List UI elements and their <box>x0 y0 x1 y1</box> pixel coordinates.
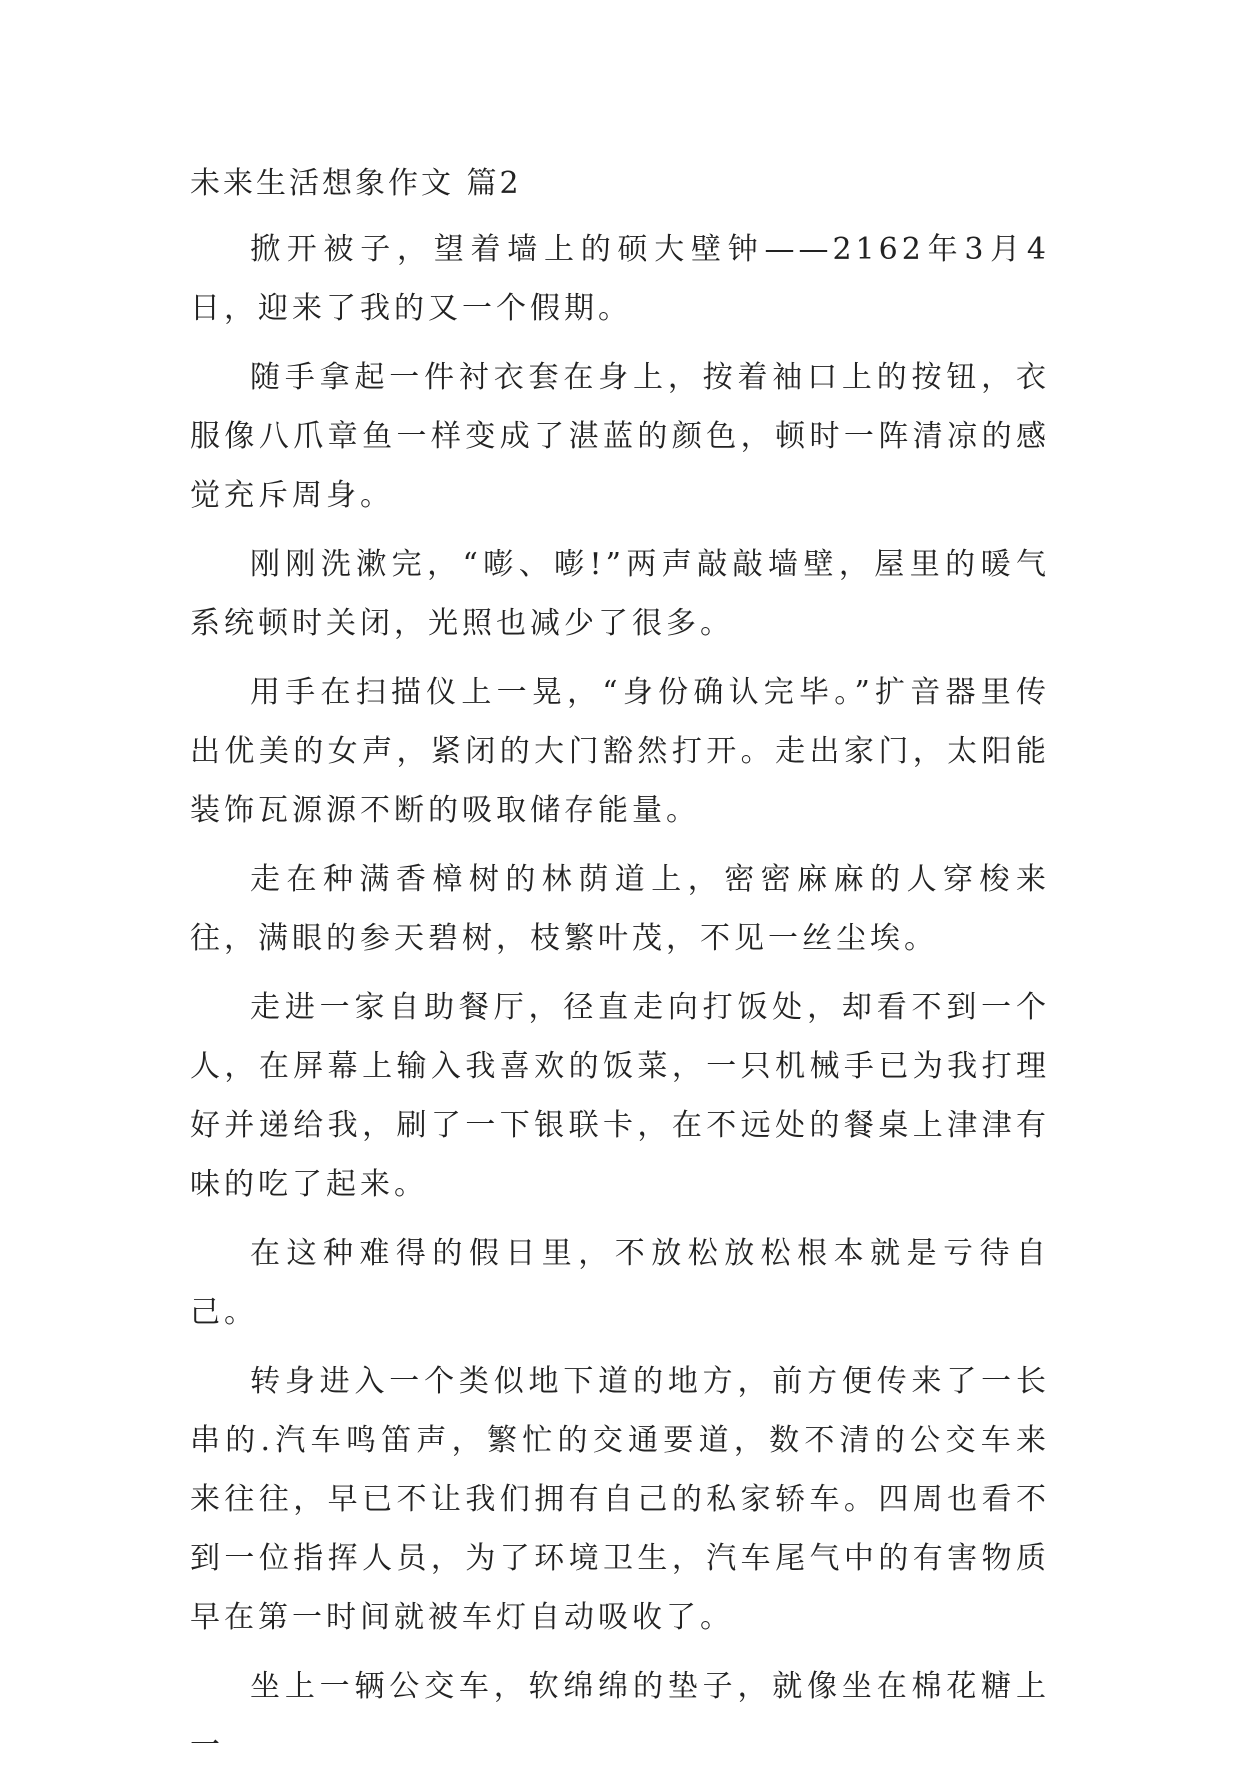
paragraph-3: 刚刚洗漱完，“嘭、嘭!”两声敲敲墙壁，屋里的暖气系统顿时关闭，光照也减少了很多。 <box>190 547 1050 641</box>
paragraph-4: 用手在扫描仪上一晃，“身份确认完毕。”扩音器里传出优美的女声，紧闭的大门豁然打开。走出家门，太阳能装饰瓦源源不断的吸取储存能量。 <box>190 675 1050 828</box>
paragraph-7: 在这种难得的假日里，不放松放松根本就是亏待自己。 <box>190 1236 1050 1330</box>
document-body <box>190 160 1050 1785</box>
paragraph-1: 掀开被子，望着墙上的硕大壁钟——2162年3月4日，迎来了我的又一个假期。 <box>190 232 1050 326</box>
paragraph-8: 转身进入一个类似地下道的地方，前方便传来了一长串的.汽车鸣笛声，繁忙的交通要道，数不清的公交车来来往往，早已不让我们拥有自己的私家轿车。四周也看不到一位指挥人员，为了环境卫生，汽车尾气中的有害物质早在第一时间就被车灯自动吸收了。 <box>190 1364 1050 1635</box>
paragraph-9: 坐上一辆公交车，软绵绵的垫子，就像坐在棉花糖上一 <box>190 1669 1050 1763</box>
paragraph-2: 随手拿起一件衬衣套在身上，按着袖口上的按钮，衣服像八爪章鱼一样变成了湛蓝的颜色，顿时一阵清凉的感觉充斥周身。 <box>190 360 1050 513</box>
paragraph-6: 走进一家自助餐厅，径直走向打饭处，却看不到一个人，在屏幕上输入我喜欢的饭菜，一只机械手已为我打理好并递给我，刷了一下银联卡，在不远处的餐桌上津津有味的吃了起来。 <box>190 990 1050 1202</box>
paragraph-5: 走在种满香樟树的林荫道上，密密麻麻的人穿梭来往，满眼的参天碧树，枝繁叶茂，不见一丝尘埃。 <box>190 862 1050 956</box>
essay-title: 未来生活想象作文 篇2 <box>190 166 522 201</box>
